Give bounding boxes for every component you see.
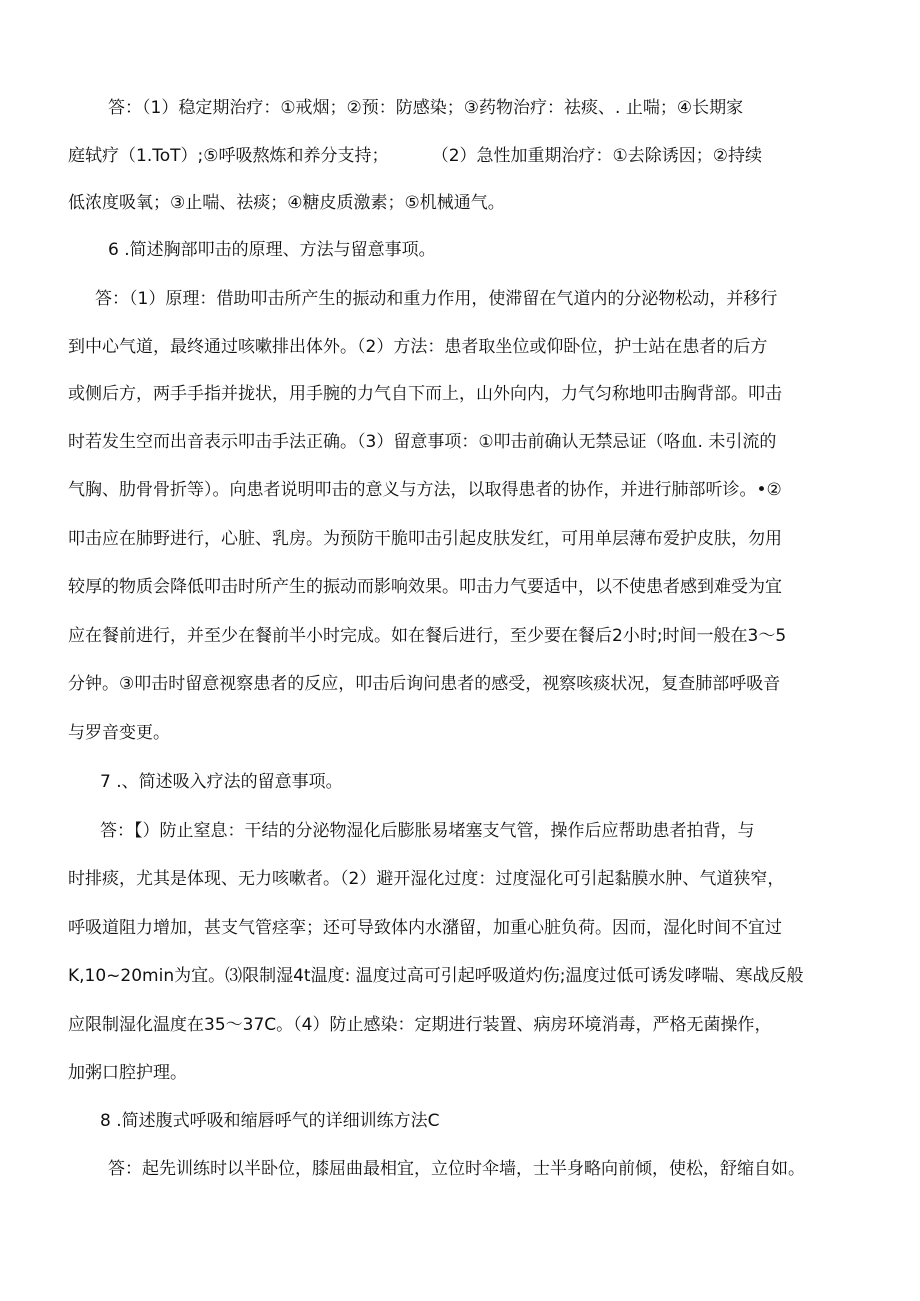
- answer-5-line-3: 低浓度吸氧；③止喘、祛痰；④糖皮质激素；⑤机械通气。: [68, 193, 505, 213]
- answer-6-line-5: 气胸、肋骨骨折等）。向患者说明叩击的意义与方法，以取得患者的协作，并进行肺部听诊。•②: [68, 480, 782, 500]
- answer-6-line-2: 到中心气道，最终通过咳嗽排出体外。（2）方法：患者取坐位或仰卧位，护士站在患者的后方: [68, 337, 768, 357]
- answer-6-line-1: 答：（1）原理：借助叩击所产生的振动和重力作用，使滞留在气道内的分泌物松动，并移行: [95, 289, 778, 309]
- answer-5-line-2: 庭轼疗（1.ToT）;⑤呼吸熬炼和养分支持； （2）急性加重期治疗：①去除诱因；②持续: [68, 146, 762, 166]
- question-6-heading: 6 .简述胸部叩击的原理、方法与留意事项。: [108, 240, 436, 260]
- answer-6-line-10: 与罗音变更。: [68, 723, 170, 743]
- question-8-heading: 8 .简述腹式呼吸和缩唇呼气的详细训练方法C: [100, 1111, 440, 1131]
- answer-6-line-7: 较厚的物质会降低叩击时所产生的振动而影响效果。叩击力气要适中，以不使患者感到难受为宜: [68, 577, 782, 597]
- answer-6-line-9: 分钟。③叩击时留意视察患者的反应，叩击后询问患者的感受，视察咳痰状况，复查肺部呼吸音: [68, 674, 781, 694]
- answer-7-line-5: 应限制湿化温度在35〜37C。（4）防止感染：定期进行装置、病房环境消毒，严格无菌操作，: [68, 1015, 772, 1035]
- answer-6-line-6: 叩击应在肺野进行，心脏、乳房。为预防干脆叩击引起皮肤发红，可用单层薄布爱护皮肤，勿用: [68, 529, 782, 549]
- answer-6-line-3: 或侧后方，两手手指并拢状，用手腕的力气自下而上，山外向内，力气匀称地叩击胸背部。叩击: [68, 384, 782, 404]
- answer-7-line-3: 呼吸道阻力增加，甚支气管痉挛；还可导致体内水潴留，加重心脏负荷。因而，湿化时间不宜过: [68, 918, 782, 938]
- question-7-heading: 7 .、简述吸入疗法的留意事项。: [100, 772, 343, 792]
- answer-8-line-1: 答：起先训练时以半卧位，膝屈曲最相宜，立位时伞墙，士半身略向前倾，使松，舒缩自如。: [108, 1159, 805, 1179]
- answer-7-line-2: 时排痰，尤其是体现、无力咳嗽者。（2）避开湿化过度：过度湿化可引起黏膜水肿、气道狭窄，: [68, 869, 785, 889]
- answer-7-line-6: 加粥口腔护理。: [68, 1063, 187, 1083]
- answer-5-line-1: 答：（1）稳定期治疗：①戒烟；②预：防感染；③药物治疗：祛痰、. 止喘；④长期家: [108, 98, 744, 118]
- answer-6-line-8: 应在餐前进行，并至少在餐前半小时完成。如在餐后进行，至少要在餐后2小时;时间一般在3〜5: [68, 626, 787, 646]
- answer-7-line-1: 答：【）防止窒息：干结的分泌物湿化后膨胀易堵塞支气管，操作后应帮助患者拍背，与: [100, 821, 755, 841]
- answer-6-line-4: 时若发生空而出音表示叩击手法正确。（3）留意事项：①叩击前确认无禁忌证（咯血. 未引流的: [68, 432, 777, 452]
- answer-7-line-4: K,10~20min为宜。⑶限制湿4t温度: 温度过高可引起呼吸道灼伤;温度过低可诱发哮喘、寒战反般: [68, 966, 804, 986]
